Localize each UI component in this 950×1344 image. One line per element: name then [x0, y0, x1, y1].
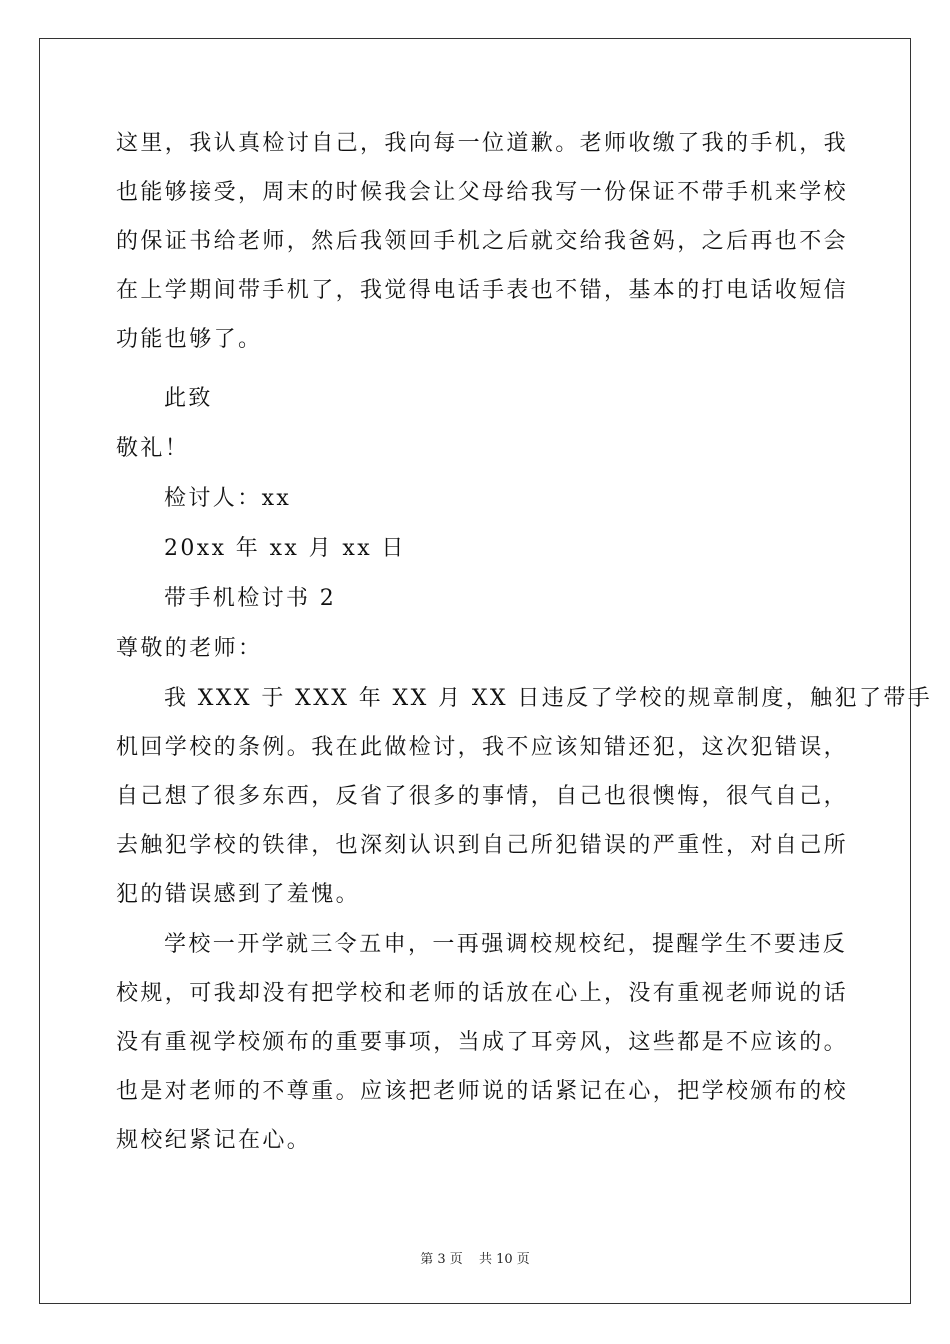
paragraph-line: 这里，我认真检讨自己，我向每一位道歉。老师收缴了我的手机，我: [116, 131, 849, 156]
signer-line: 检讨人：xx: [164, 486, 292, 511]
closing-salutation: 此致: [164, 386, 213, 411]
paragraph-line: 学校一开学就三令五申，一再强调校规校纪，提醒学生不要违反: [164, 932, 848, 957]
paragraph-line: 校规，可我却没有把学校和老师的话放在心上，没有重视老师说的话: [116, 981, 849, 1006]
paragraph-line: 去触犯学校的铁律，也深刻认识到自己所犯错误的严重性，对自己所: [116, 833, 849, 858]
paragraph-line: 规校纪紧记在心。: [116, 1128, 312, 1153]
paragraph-line: 自己想了很多东西，反省了很多的事情，自己也很懊悔，很气自己，: [116, 784, 849, 809]
paragraph-line: 在上学期间带手机了，我觉得电话手表也不错，基本的打电话收短信: [116, 278, 849, 303]
paragraph-line: 没有重视学校颁布的重要事项，当成了耳旁风，这些都是不应该的。: [116, 1030, 849, 1055]
date-line: 20xx 年 xx 月 xx 日: [164, 536, 406, 561]
paragraph-line: 犯的错误感到了羞愧。: [116, 882, 361, 907]
page-footer: [0, 1248, 950, 1267]
paragraph-line: 的保证书给老师，然后我领回手机之后就交给我爸妈，之后再也不会: [116, 229, 849, 254]
page-number: 第 3 页: [420, 1252, 463, 1267]
section-title: 带手机检讨书 2: [164, 586, 337, 611]
paragraph-line: 也能够接受，周末的时候我会让父母给我写一份保证不带手机来学校: [116, 180, 849, 205]
paragraph-line: 功能也够了。: [116, 327, 263, 352]
closing-respect: 敬礼！: [116, 436, 190, 461]
paragraph-line: 我 XXX 于 XXX 年 XX 月 XX 日违反了学校的规章制度，触犯了带手: [164, 686, 933, 711]
page-total: 共 10 页: [478, 1252, 530, 1267]
paragraph-line: 机回学校的条例。我在此做检讨，我不应该知错还犯，这次犯错误，: [116, 735, 849, 760]
paragraph-line: 也是对老师的不尊重。应该把老师说的话紧记在心，把学校颁布的校: [116, 1079, 849, 1104]
greeting-line: 尊敬的老师：: [116, 636, 263, 661]
